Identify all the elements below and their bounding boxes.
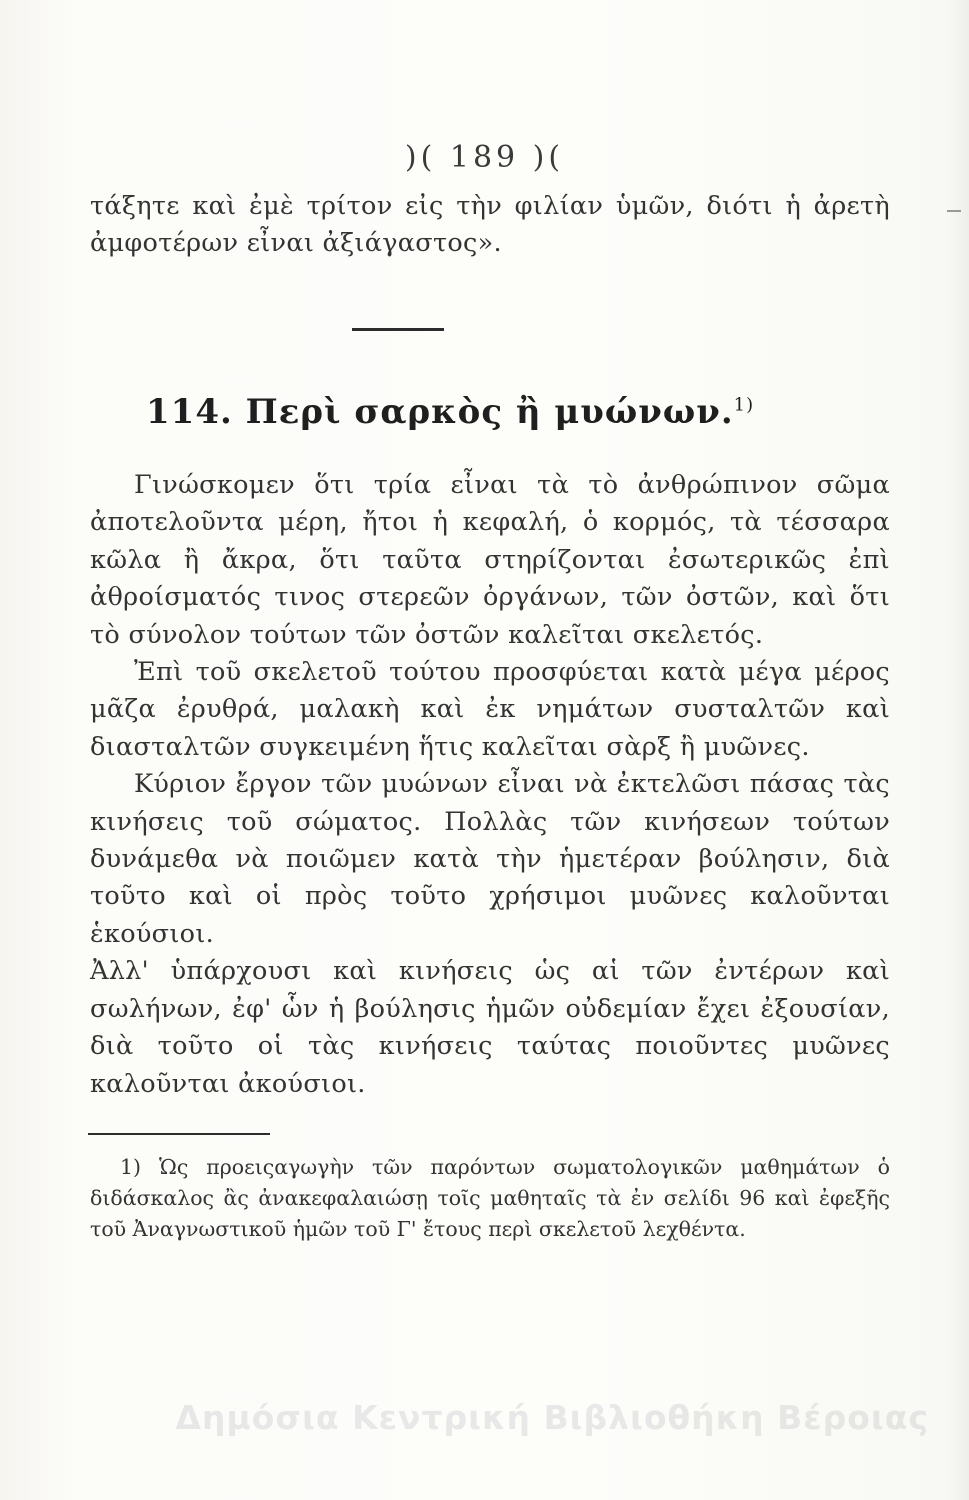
continuation-text	[90, 188, 890, 263]
paragraph-1: Γινώσκομεν ὅτι τρία εἶναι τὰ τὸ ἀνθρώπινον σῶμα ἀποτελοῦντα μέρη, ἤτοι ἡ κεφαλή, ὁ κορμός, τὰ τέσσαρα κῶλα ἢ ἄκρα, ὅτι ταῦτα στηρίζονται ἐσωτερικῶς ἐπὶ ἀθροίσματός τινος στερεῶν ὀργάνων, τῶν ὀστῶν, καὶ ὅτι τὸ σύνολον τούτων τῶν ὀστῶν καλεῖται σκελετός.	[90, 470, 890, 650]
page-edge-shadow	[947, 0, 969, 1500]
page-number: )( 189 )(	[404, 140, 565, 175]
section-heading	[146, 392, 846, 432]
library-watermark: Δημόσια Κεντρική Βιβλιοθήκη Βέροιας	[175, 1398, 929, 1437]
footnote-reference: 1)	[733, 394, 755, 416]
footnote-divider	[88, 1133, 270, 1135]
body-text	[90, 467, 890, 1103]
paragraph-2: Ἐπὶ τοῦ σκελετοῦ τούτου προσφύεται κατὰ μέγα μέρος μᾶζα ἐρυθρά, μαλακὴ καὶ ἐκ νημάτων συσταλτῶν καὶ διασταλτῶν συγκειμένη ἥτις καλεῖται σὰρξ ἢ μυῶνες.	[90, 657, 890, 762]
section-heading-text: 114. Περὶ σαρκὸς ἢ μυώνων.	[146, 392, 734, 432]
footnote-1: 1) Ὡς προειςαγωγὴν τῶν παρόντων σωματολογικῶν μαθημάτων ὁ διδάσκαλος ἂς ἀνακεφαλαιώσῃ τοῖς μαθηταῖς τὰ ἐν σελίδι 96 καὶ ἐφεξῆς τοῦ Ἀναγνωστικοῦ ἡμῶν τοῦ Γ' ἔτους περὶ σκελετοῦ λεχθέντα.	[90, 1155, 890, 1241]
margin-mark	[947, 210, 961, 212]
paragraph-3: Κύριον ἔργον τῶν μυώνων εἶναι νὰ ἐκτελῶσι πάσας τὰς κινήσεις τοῦ σώματος. Πολλὰς τῶν κινήσεων τούτων δυνάμεθα νὰ ποιῶμεν κατὰ τὴν ἡμετέραν βούλησιν, διὰ τοῦτο καὶ οἱ πρὸς τοῦτο χρήσιμοι μυῶνες καλοῦνται ἑκούσιοι.	[90, 769, 890, 949]
footnotes	[90, 1152, 890, 1245]
continuation-paragraph: τάξητε καὶ ἐμὲ τρίτον εἰς τὴν φιλίαν ὑμῶν, διότι ἡ ἀρετὴ ἀμφοτέρων εἶναι ἀξιάγαστος».	[90, 191, 890, 259]
section-divider	[352, 328, 444, 331]
paragraph-4: Ἀλλ' ὑπάρχουσι καὶ κινήσεις ὡς αἱ τῶν ἐντέρων καὶ σωλήνων, ἐφ' ὧν ἡ βούλησις ἡμῶν οὐδεμίαν ἔχει ἐξουσίαν, διὰ τοῦτο οἱ τὰς κινήσεις ταύτας ποιοῦντες μυῶνες καλοῦνται ἀκούσιοι.	[90, 956, 890, 1099]
